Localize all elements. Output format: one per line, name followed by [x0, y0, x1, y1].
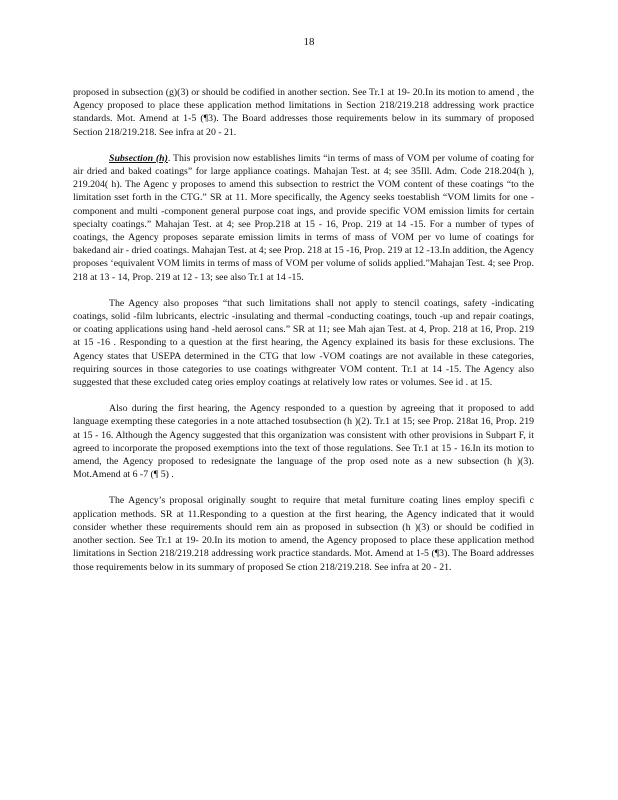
- paragraph-subsection-h: [73, 152, 534, 284]
- paragraph-text: Also during the first hearing, the Agency responded to a question by agreeing that it proposed to add language exempting these categories in a note attached tosubsection (h )(2). Tr.1 at 15; see Prop. 218at 16, Prop. 219 at 15 - 16. Although the Agency suggested that this organization was consistent with other provisions in Subpart F, it agreed to incorporate the proposed exemptions into the text of those regulations. See Tr.1 at 15 - 16.In its motion to amend, the Agency proposed to redesignate the language of the prop osed note as a new subsection (h )(3). Mot.Amend at 6 -7 (¶ 5) .: [73, 403, 534, 481]
- page-number: 18: [303, 36, 315, 48]
- paragraph-text: The Agency’s proposal originally sought to require that metal furniture coating lines employ specifi c application methods. SR at 11.Responding to a question at the first hearing, the Agency indicated that it would consider whether these requirements should rem ain as proposed in subsection (h )(3) or should be codified in another section. See Tr.1 at 19- 20.In its motion to amend, the Agency proposed to place these application method limitations in Section 218/219.218 addressing work practice standards. Mot. Amend at 1-5 (¶3). The Board addresses those requirements below in its summary of proposed Se ction 218/219.218. See infra at 20 - 21.: [73, 495, 534, 573]
- paragraph-continuation: [73, 86, 534, 139]
- paragraph-text: proposed in subsection (g)(3) or should be codified in another section. See Tr.1 at 19- 20.In its motion to amend , the Agency proposed to place these application method limitations in Section 218/219.218 addressing work practice standards. Mot. Amend at 1-5 (¶3). The Board addresses those requirements below in its summary of proposed Section 218/219.218. See infra at 20 - 21.: [73, 87, 534, 138]
- paragraph-metal-furniture: [73, 494, 534, 573]
- paragraph-text: . This provision now establishes limits “in terms of mass of VOM per volume of coating for air dried and baked coatings” for large appliance coatings. Mahajan Test. at 4; see 35Ill. Adm. Code 218.204(h ), 219.204( h). The Agenc y proposes to amend this subsection to restrict the VOM content of these coatings “to the limitation sset forth in the CTG.” SR at 11. More specifically, the Agency seeks toestablish “VOM limits for one - component and multi -component general purpose coat ings, and provide specific VOM emission limits for certain specialty coatings.” Mahajan Test. at 4; see Prop.218 at 15 - 16, Prop. 219 at 14 -15. For a number of types of coatings, the Agency proposes separate emission limits in terms of mass of VOM per vo lume of coatings for bakedand air - dried coatings. Mahajan Test. at 4; see Prop. 218 at 15 -16, Prop. 219 at 12 -13.In addition, the Agency proposes ‘equivalent VOM limits in terms of mass of VOM per volume of solids applied.”Mahajan Test. 4; see Prop. 218 at 13 - 14, Prop. 219 at 12 - 13; see also Tr.1 at 14 -15.: [73, 152, 534, 283]
- paragraph-first-hearing: [73, 402, 534, 481]
- subsection-heading: Subsection (h): [109, 152, 168, 164]
- body-text: [73, 86, 534, 587]
- paragraph-text: The Agency also proposes “that such limitations shall not apply to stencil coatings, safety -indicating coatings, solid -film lubricants, electric -insulating and thermal -conducting coatings, touch -up and repair coatings, or coating applications using hand -held aerosol cans.” SR at 11; see Mah ajan Test. at 4, Prop. 218 at 16, Prop. 219 at 15 -16 . Responding to a question at the first hearing, the Agency explained its basis for these exclusions. The Agency states that USEPA determined in the CTG that low -VOM coatings are not available in these categories, requiring sources in those categories to use coatings withgreater VOM content. Tr.1 at 14 -15. The Agency also suggested that these excluded categ ories employ coatings at relatively low rates or volumes. See id . at 15.: [73, 297, 534, 389]
- paragraph-exclusions: [73, 297, 534, 389]
